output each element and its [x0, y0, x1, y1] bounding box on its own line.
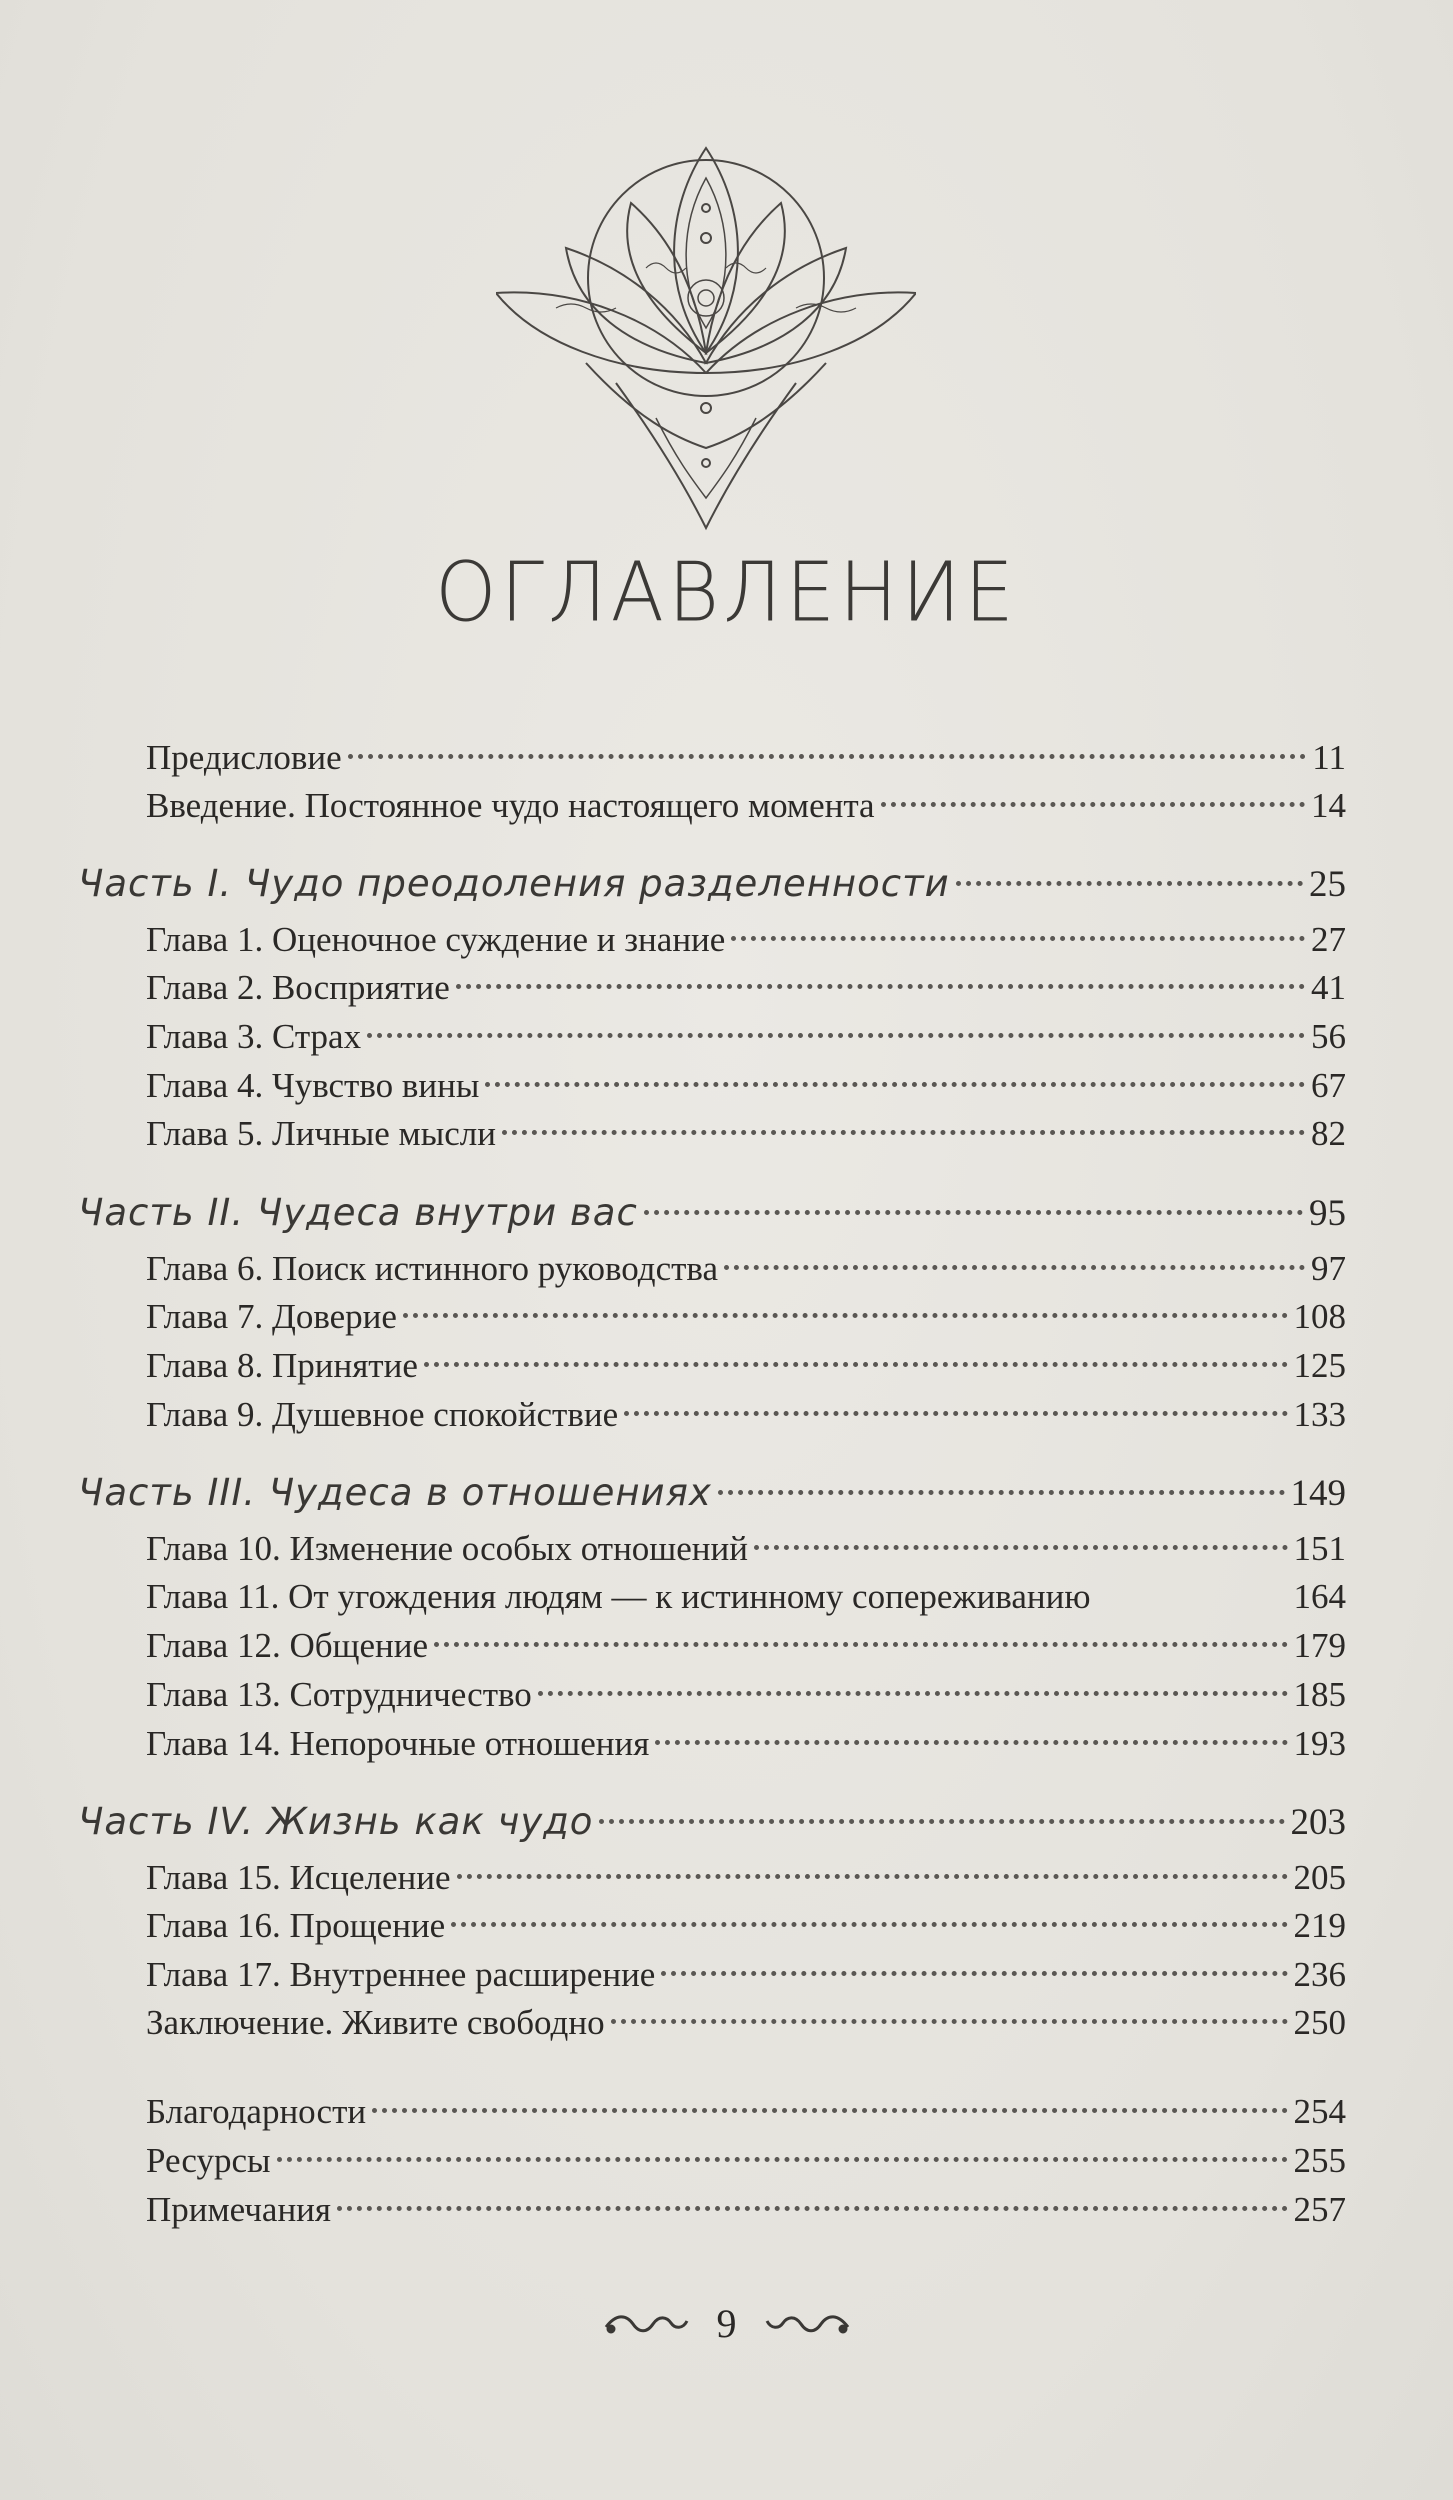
dot-leader — [424, 1362, 1288, 1367]
dot-leader — [655, 1740, 1287, 1745]
entry-title: Глава 4. Чувство вины — [146, 1066, 480, 1105]
entry-title: Примечания — [146, 2190, 332, 2229]
dot-leader — [434, 1642, 1287, 1647]
entry-page: 205 — [1293, 1858, 1346, 1897]
page-number: 9 — [716, 2301, 737, 2346]
toc-entry[interactable] — [146, 1061, 1346, 1111]
entry-title: Глава 11. От угождения людям — к истинному сопереживанию — [146, 1577, 1091, 1616]
toc-entry[interactable] — [146, 963, 1346, 1013]
entry-page: 27 — [1311, 920, 1346, 959]
entry-page: 56 — [1311, 1017, 1346, 1056]
entry-page: 133 — [1293, 1395, 1346, 1434]
entry-title: Введение. Постоянное чудо настоящего момента — [146, 786, 875, 825]
entry-page: 97 — [1311, 1249, 1346, 1288]
toc-entry[interactable] — [146, 1341, 1346, 1391]
entry-page: 25 — [1309, 864, 1346, 905]
entry-title: Глава 12. Общение — [146, 1626, 429, 1665]
dot-leader — [661, 1971, 1287, 1976]
lotus-ornament-icon — [496, 118, 916, 548]
part-title: Часть I. Чудо преодоления разделенности — [78, 862, 950, 905]
toc-entry[interactable] — [146, 1853, 1346, 1903]
dot-leader — [337, 2206, 1287, 2211]
entry-title: Глава 7. Доверие — [146, 1297, 397, 1336]
entry-title: Глава 15. Исцеление — [146, 1858, 451, 1897]
toc-entry[interactable] — [146, 1670, 1346, 1720]
dot-leader — [881, 802, 1305, 807]
toc-entry[interactable] — [146, 1244, 1346, 1294]
entry-page: 82 — [1311, 1114, 1346, 1153]
entry-page: 236 — [1293, 1955, 1346, 1994]
dot-leader — [956, 881, 1303, 886]
entry-title: Глава 9. Душевное спокойствие — [146, 1395, 619, 1434]
entry-page: 11 — [1312, 738, 1346, 777]
entry-title: Глава 16. Прощение — [146, 1906, 446, 1945]
entry-page: 250 — [1293, 2003, 1346, 2042]
entry-page: 67 — [1311, 1066, 1346, 1105]
toc-entry[interactable] — [146, 1390, 1346, 1440]
dot-leader — [611, 2019, 1288, 2024]
entry-title: Предисловие — [146, 738, 342, 777]
dot-leader — [502, 1130, 1305, 1135]
dot-leader — [644, 1210, 1303, 1215]
dot-leader — [718, 1490, 1285, 1495]
toc-entry[interactable] — [146, 2087, 1346, 2137]
entry-page: 203 — [1290, 1802, 1346, 1843]
dot-leader — [624, 1411, 1287, 1416]
toc-part-entry[interactable] — [78, 1188, 1346, 1238]
toc-entry[interactable] — [146, 1950, 1346, 2000]
dot-leader — [367, 1033, 1305, 1038]
toc-entry[interactable] — [146, 2185, 1346, 2235]
dot-leader — [599, 1819, 1284, 1824]
entry-title: Глава 13. Сотрудничество — [146, 1675, 532, 1714]
entry-page: 125 — [1293, 1346, 1346, 1385]
entry-title: Благодарности — [146, 2092, 367, 2131]
entry-page: 151 — [1293, 1529, 1346, 1568]
dot-leader — [724, 1265, 1305, 1270]
part-title: Часть II. Чудеса внутри вас — [78, 1191, 638, 1234]
entry-title: Глава 8. Принятие — [146, 1346, 418, 1385]
entry-title: Глава 1. Оценочное суждение и знание — [146, 920, 726, 959]
dot-leader — [538, 1691, 1288, 1696]
entry-page: 193 — [1293, 1724, 1346, 1763]
swirl-left-icon — [601, 2309, 691, 2339]
part-title: Часть III. Чудеса в отношениях — [78, 1471, 712, 1514]
entry-page: 149 — [1290, 1473, 1346, 1514]
entry-page: 14 — [1311, 786, 1346, 825]
toc-part-entry[interactable] — [78, 1797, 1346, 1847]
toc-entry[interactable] — [146, 1998, 1346, 2048]
entry-page: 255 — [1293, 2141, 1346, 2180]
entry-title: Глава 6. Поиск истинного руководства — [146, 1249, 719, 1288]
dot-leader — [403, 1313, 1288, 1318]
toc-entry[interactable] — [146, 1901, 1346, 1951]
dot-leader — [754, 1545, 1288, 1550]
toc-entry[interactable] — [146, 733, 1346, 783]
toc-part-entry[interactable] — [78, 859, 1346, 909]
swirl-right-icon — [763, 2309, 853, 2339]
dot-leader — [457, 1874, 1288, 1879]
entry-title: Глава 10. Изменение особых отношений — [146, 1529, 748, 1568]
entry-title: Заключение. Живите свободно — [146, 2003, 605, 2042]
entry-page: 164 — [1293, 1577, 1346, 1616]
entry-page: 108 — [1293, 1297, 1346, 1336]
toc-entry[interactable] — [146, 2136, 1346, 2186]
dot-leader — [485, 1082, 1305, 1087]
entry-page: 257 — [1293, 2190, 1346, 2229]
entry-page: 219 — [1293, 1906, 1346, 1945]
toc-entry[interactable] — [146, 1292, 1346, 1342]
entry-title: Ресурсы — [146, 2141, 271, 2180]
entry-page: 41 — [1311, 968, 1346, 1007]
toc-entry[interactable] — [146, 1012, 1346, 1062]
page-footer — [0, 2300, 1453, 2349]
toc-entry[interactable] — [146, 1524, 1346, 1574]
toc-entry[interactable] — [146, 781, 1346, 831]
dot-leader — [731, 936, 1305, 941]
toc-entry[interactable] — [146, 915, 1346, 965]
toc-entry[interactable] — [146, 1621, 1346, 1671]
entry-title: Глава 14. Непорочные отношения — [146, 1724, 650, 1763]
toc-entry[interactable] — [146, 1109, 1346, 1159]
toc-entry[interactable] — [146, 1719, 1346, 1769]
toc-entry[interactable] — [146, 1572, 1346, 1622]
entry-title: Глава 5. Личные мысли — [146, 1114, 496, 1153]
dot-leader — [348, 754, 1307, 759]
dot-leader — [277, 2157, 1288, 2162]
entry-title: Глава 2. Восприятие — [146, 968, 450, 1007]
dot-leader — [451, 1922, 1287, 1927]
entry-page: 185 — [1293, 1675, 1346, 1714]
dot-leader — [372, 2108, 1287, 2113]
entry-title: Глава 3. Страх — [146, 1017, 362, 1056]
toc-heading: ОГЛАВЛЕНИЕ — [435, 545, 1018, 641]
entry-title: Глава 17. Внутреннее расширение — [146, 1955, 656, 1994]
toc-part-entry[interactable] — [78, 1468, 1346, 1518]
entry-page: 254 — [1293, 2092, 1346, 2131]
entry-page: 179 — [1293, 1626, 1346, 1665]
entry-page: 95 — [1309, 1193, 1346, 1234]
part-title: Часть IV. Жизнь как чудо — [78, 1800, 594, 1843]
dot-leader — [456, 984, 1305, 989]
